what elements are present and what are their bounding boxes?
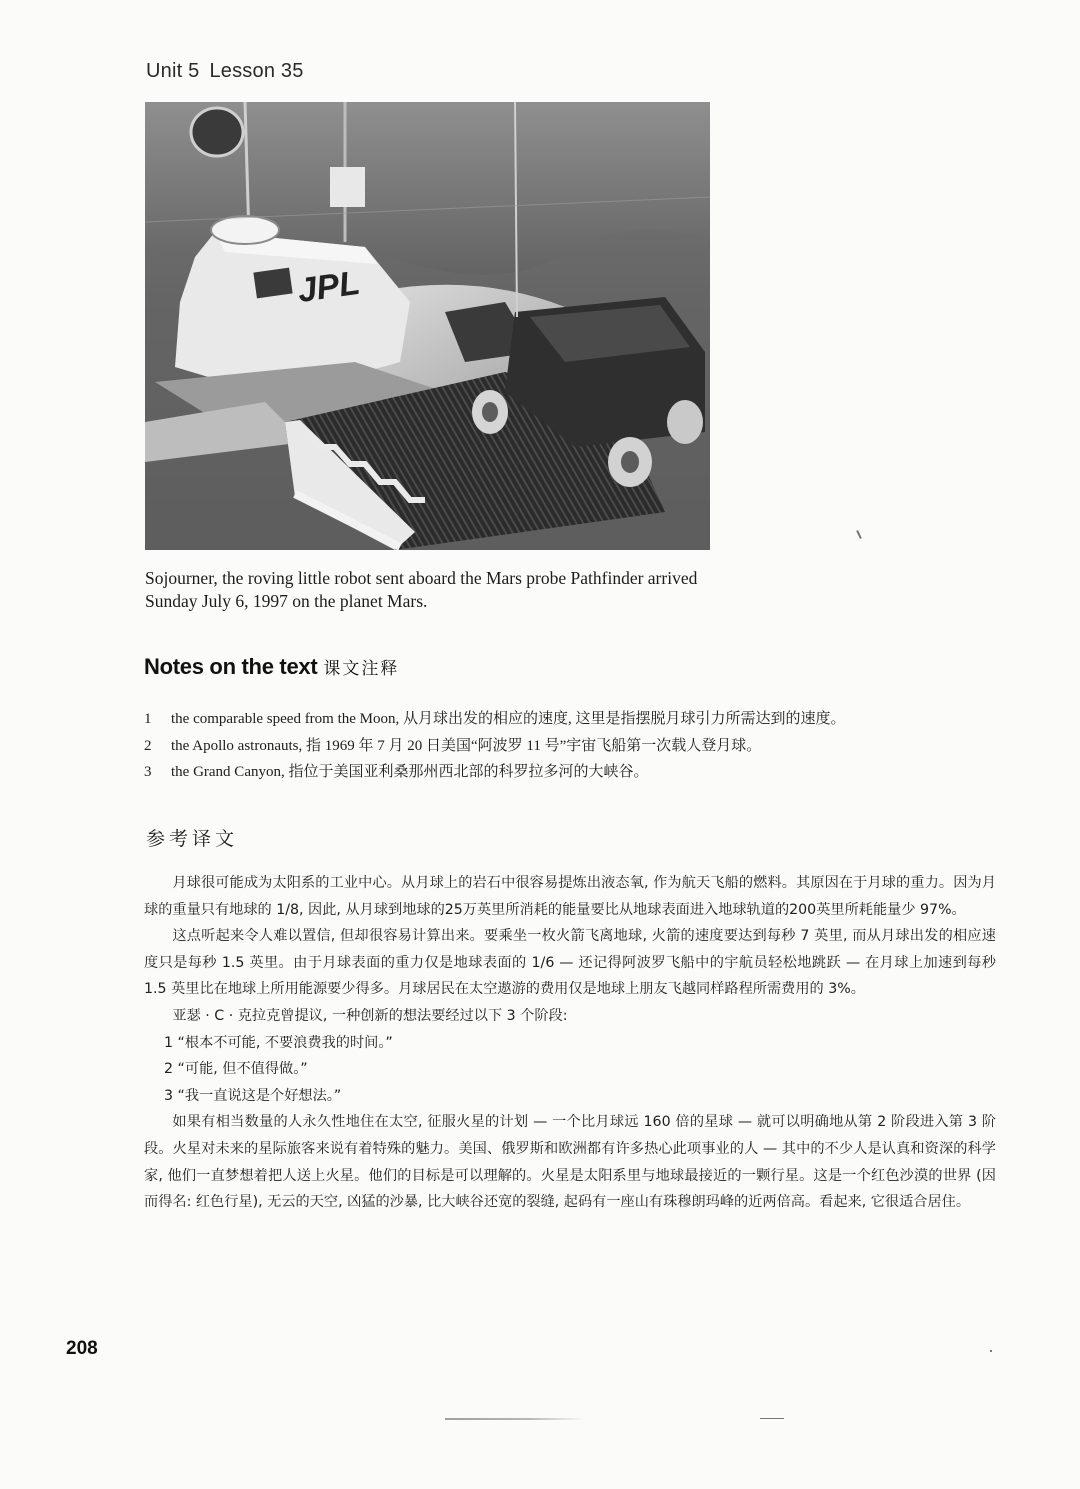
note-text: the Grand Canyon, 指位于美国亚利桑那州西北部的科罗拉多河的大峡谷。 (171, 764, 649, 780)
photo-caption: Sojourner, the roving little robot sent aboard the Mars probe Pathfinder arrived Sunday July 6, 1997 on the planet Mars. (145, 568, 698, 611)
note-text: the Apollo astronauts, 指 1969 年 7 月 20 日美国“阿波罗 11 号”宇宙飞船第一次载人登月球。 (171, 737, 762, 754)
translation-paragraph-2: 这点听起来令人难以置信, 但却很容易计算出来。要乘坐一枚火箭飞离地球, 火箭的速度要达到每秒 7 英里, 而从月球出发的相应速度只是每秒 1.5 英里。由于月球表面的重力仅是地球表面的 1/6 — 还记得阿波罗飞船中的宇航员轻松地跳跃 — 在月球上加速到每秒 1.5 英里比在地球上所用能源要少得多。月球居民在太空遨游的费用仅是地球上朋友飞越同样路程所需费用的 3%。 (144, 928, 996, 998)
stage-item-2: 2 “可能, 但不值得做。” (164, 1061, 308, 1078)
note-text: the comparable speed from the Moon, 从月球出发的相应的速度, 这里是指摆脱月球引力所需达到的速度。 (171, 711, 846, 727)
notes-heading-en: Notes on the text (144, 654, 318, 679)
stage-item-3: 3 “我一直说这是个好想法。” (164, 1087, 342, 1104)
note-number: 2 (144, 737, 152, 754)
notes-list (144, 706, 1024, 786)
notes-heading-zh: 课文注释 (323, 659, 400, 679)
running-header (146, 60, 304, 83)
translation-paragraph-4: 如果有相当数量的人永久性地住在太空, 征服火星的计划 — 一个比月球远 160 倍的星球 — 就可以明确地从第 2 阶段进入第 3 阶段。火星对未来的星际旅客来说有着特殊的魅力。美国、俄罗斯和欧洲都有许多热心此项事业的人 — 其中的不少人是认真和资深的科学家, 他们一直梦想着把人送上火星。他们的目标是可以理解的。火星是太阳系里与地球最接近的一颗行星。这是一个红色沙漠的世界 (因而得名: 红色行星), 无云的天空, 凶猛的沙暴, 比大峡谷还宽的裂缝, 起码有一座山有珠穆朗玛峰的近两倍高。看起来, 它很适合居住。 (144, 1114, 996, 1211)
translation-paragraph-1: 月球很可能成为太阳系的工业中心。从月球上的岩石中很容易提炼出液态氧, 作为航天飞船的燃料。其原因在于月球的重力。因为月球的重量只有地球的 1/8, 因此, 从月球到地球的25万英里所消耗的能量要比从地球表面进入地球轨道的200英里所耗能量少 97%。 (144, 875, 996, 918)
notes-heading (144, 654, 399, 680)
unit-label: Unit 5 (146, 60, 200, 82)
stage-item-1: 1 “根本不可能, 不要浪费我的时间。” (164, 1034, 393, 1051)
note-number: 1 (144, 711, 152, 727)
translation-body (144, 870, 996, 1216)
page-number: 208 (66, 1338, 98, 1359)
jpl-logo: JPL (295, 263, 363, 311)
note-item (144, 706, 1024, 733)
note-item (144, 733, 1024, 760)
note-number: 3 (144, 764, 152, 780)
mars-rover-photo (145, 102, 710, 550)
scan-speck (856, 530, 862, 539)
lesson-label: Lesson 35 (209, 60, 304, 82)
translation-paragraph-3: 亚瑟 · C · 克拉克曾提议, 一种创新的想法要经过以下 3 个阶段: (172, 1007, 568, 1024)
scan-speck (760, 1418, 784, 1419)
note-item (144, 759, 1024, 786)
scan-speck (990, 1350, 992, 1352)
scan-artifact-line (445, 1418, 585, 1420)
translation-heading: 参考译文 (146, 828, 239, 850)
